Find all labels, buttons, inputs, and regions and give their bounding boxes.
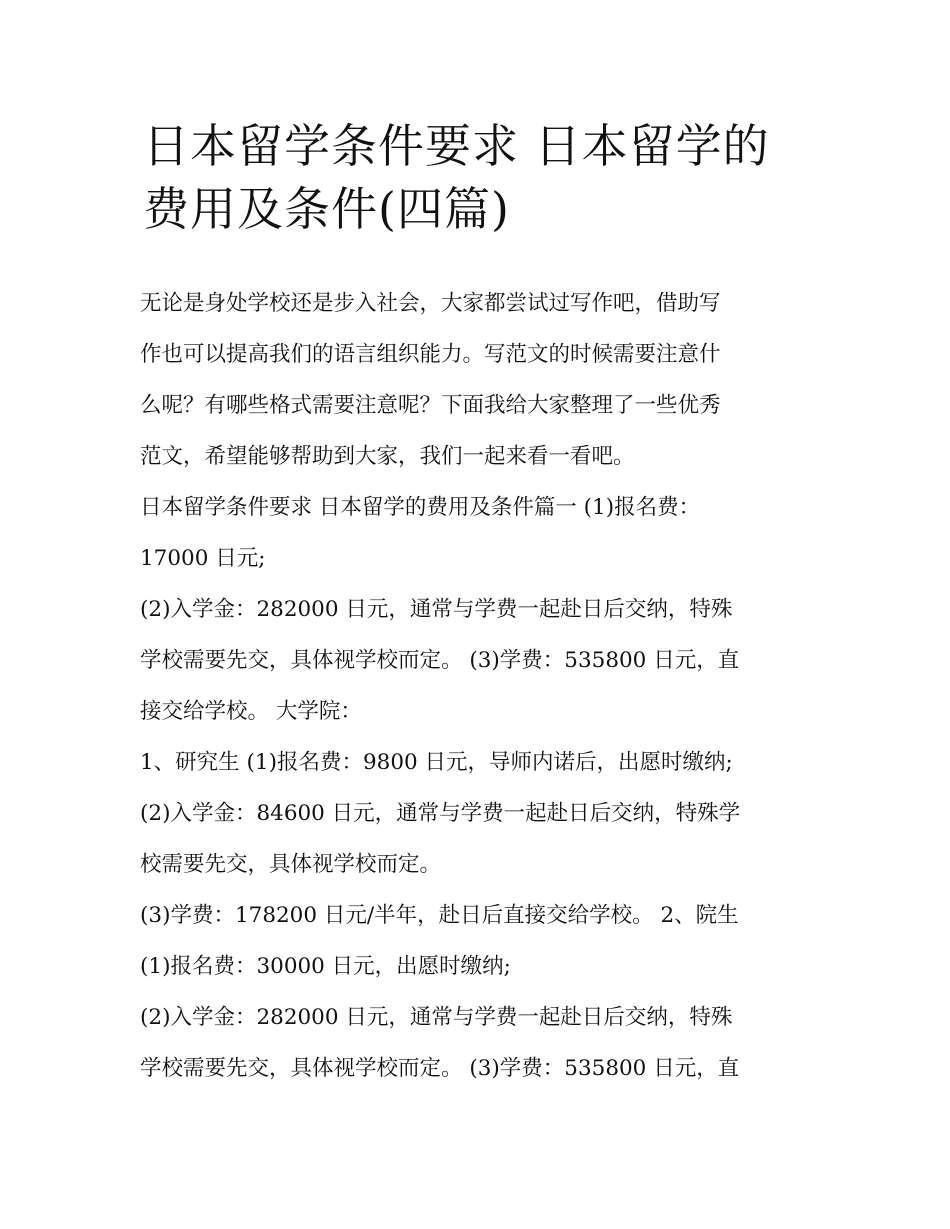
title-line: 日本留学条件要求 日本留学的 — [143, 119, 770, 173]
body-line: 作也可以提高我们的语言组织能力。写范文的时候需要注意什 — [140, 342, 721, 367]
body-line: 无论是身处学校还是步入社会，大家都尝试过写作吧，借助写 — [140, 291, 721, 316]
title-line: 费用及条件(四篇) — [143, 182, 510, 236]
body-line: 范文，希望能够帮助到大家，我们一起来看一看吧。 — [140, 444, 635, 469]
body-line: 1、研究生 (1)报名费：9800 日元，导师内诺后，出愿时缴纳; — [140, 750, 733, 775]
body-line: (3)学费：178200 日元/半年，赴日后直接交给学校。 2、院生 — [140, 903, 739, 928]
body-line: 校需要先交，具体视学校而定。 — [140, 852, 442, 877]
body-line: 学校需要先交，具体视学校而定。 (3)学费：535800 日元，直 — [140, 648, 740, 673]
body-line: 接交给学校。 大学院： — [140, 699, 362, 724]
body-line: 学校需要先交，具体视学校而定。 (3)学费：535800 日元，直 — [140, 1056, 740, 1081]
document-body — [140, 278, 830, 1094]
body-line: 日本留学条件要求 日本留学的费用及条件篇一 (1)报名费： — [140, 495, 701, 520]
document-title — [143, 115, 823, 241]
body-line: (2)入学金：282000 日元，通常与学费一起赴日后交纳，特殊 — [140, 1005, 733, 1030]
body-line: (2)入学金：84600 日元，通常与学费一起赴日后交纳，特殊学 — [140, 801, 741, 826]
body-line: (2)入学金：282000 日元，通常与学费一起赴日后交纳，特殊 — [140, 597, 733, 622]
body-line: 17000 日元; — [140, 546, 266, 571]
body-line: (1)报名费：30000 日元，出愿时缴纳; — [140, 954, 511, 979]
body-line: 么呢？有哪些格式需要注意呢？下面我给大家整理了一些优秀 — [140, 393, 721, 418]
